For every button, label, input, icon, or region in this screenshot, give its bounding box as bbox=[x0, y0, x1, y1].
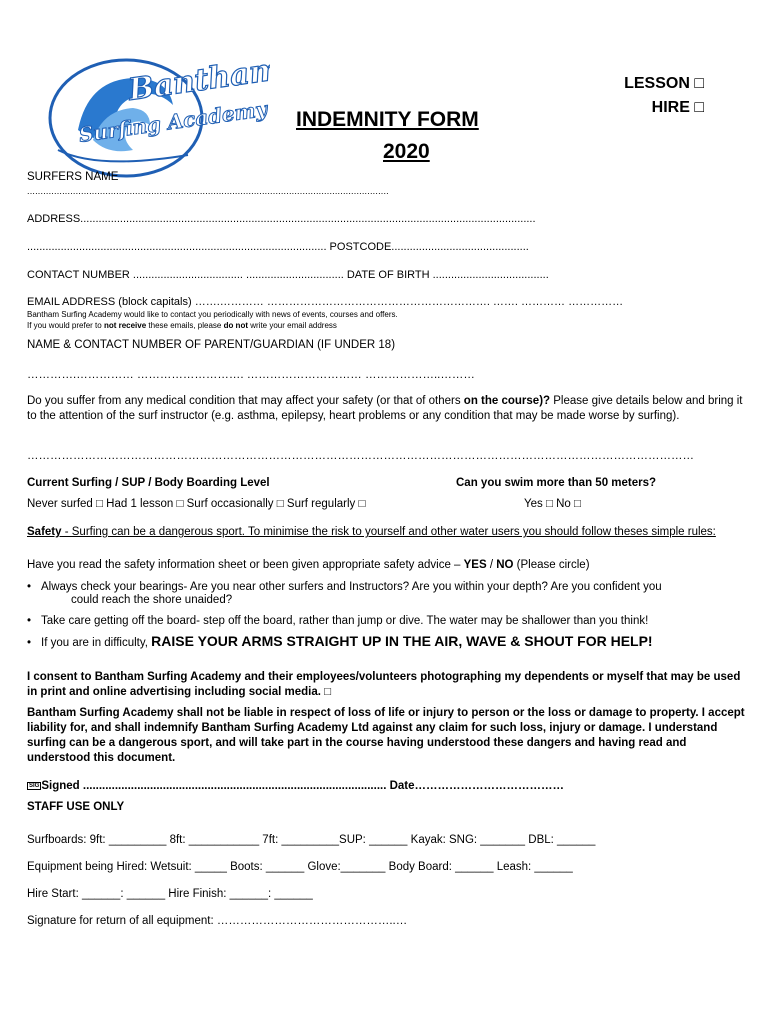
parent-guardian-field[interactable]: ………….…………… ………………………. ………………………… ………………..……… bbox=[27, 369, 475, 381]
equipment-hired-field[interactable]: Equipment being Hired: Wetsuit: _____ Boots: ______ Glove:_______ Body Board: ______ Leash: ______ bbox=[27, 861, 573, 873]
safety-bullet-board: • Take care getting off the board- step off the board, rather than jump or dive. The water may be shallower than you think! bbox=[27, 615, 649, 627]
surfers-name-label: SURFERS NAME bbox=[27, 171, 119, 183]
safety-bullet-bearings-cont: could reach the shore unaided? bbox=[71, 594, 233, 606]
logo-text-bantham: Bantham bbox=[126, 51, 270, 108]
surfboards-field[interactable]: Surfboards: 9ft: _________ 8ft: ___________ 7ft: _________SUP: ______ Kayak: SNG: _______ DBL: ______ bbox=[27, 834, 596, 846]
email-note: Bantham Surfing Academy would like to contact you periodically with news of events, courses and offers. bbox=[27, 310, 398, 319]
lesson-hire-options bbox=[624, 72, 704, 120]
medical-question: Do you suffer from any medical condition that may affect your safety (or that of others on the course)? Please give details below and bring it to the attention of the surf instructor (e.g. asthma, epilepsy, heart problems or any condition that may be made worse by surfing). bbox=[27, 395, 743, 422]
lesson-checkbox-label[interactable]: LESSON □ bbox=[624, 75, 704, 92]
email-field[interactable]: EMAIL ADDRESS (block capitals) …….………… ……………………………………………………. ……. ………… …………… bbox=[27, 296, 624, 308]
surfing-level-options[interactable]: Never surfed □ Had 1 lesson □ Surf occasionally □ Surf regularly □ bbox=[27, 498, 366, 510]
swim-question: Can you swim more than 50 meters? bbox=[456, 477, 657, 489]
hire-times-field[interactable]: Hire Start: ______: ______ Hire Finish: ______: ______ bbox=[27, 888, 313, 900]
address-field[interactable]: ADDRESS..................................................................................................................................................... bbox=[27, 213, 536, 225]
bantham-logo bbox=[38, 50, 270, 180]
liability-statement: Bantham Surfing Academy shall not be liable in respect of loss of life or injury to person or the loss or damage to property. I accept liability for, and shall indemnify Bantham Surfing Academy Ltd against any claim for such loss, injury or damage. I understand surfing can be a dangerous sport, and will take part in the course having understood these dangers and having read and understood this document. bbox=[27, 707, 745, 764]
equipment-return-signature[interactable]: Signature for return of all equipment: ………………………………………..… bbox=[27, 915, 408, 927]
form-title: INDEMNITY FORM bbox=[296, 108, 479, 131]
email-optout-note: If you would prefer to not receive these emails, please do not write your email address bbox=[27, 321, 337, 330]
safety-bullet-bearings: • Always check your bearings- Are you near other surfers and Instructors? Are you within your depth? Are you confident you bbox=[27, 581, 662, 593]
surfing-level-label: Current Surfing / SUP / Body Boarding Level bbox=[27, 477, 270, 489]
staff-use-heading: STAFF USE ONLY bbox=[27, 801, 125, 813]
form-year: 2020 bbox=[383, 140, 430, 163]
contact-dob-field[interactable]: CONTACT NUMBER .................................... ................................ DATE OF BIRTH ...................................... bbox=[27, 269, 549, 281]
medical-details-field[interactable]: ………………………………………………………………………………………………………………………………………………………… bbox=[27, 450, 694, 462]
logo-text-academy: Surfing Academy bbox=[77, 96, 269, 147]
bullet-mark: • bbox=[27, 615, 32, 627]
bullet-mark: • bbox=[27, 637, 32, 649]
hire-checkbox-label[interactable]: HIRE □ bbox=[651, 99, 704, 116]
safety-bullet-difficulty: • If you are in difficulty, RAISE YOUR ARMS STRAIGHT UP IN THE AIR, WAVE & SHOUT FOR HELP! bbox=[27, 633, 653, 649]
signature-icon: SIG bbox=[29, 782, 40, 789]
safety-intro: Safety - Surfing can be a dangerous sport. To minimise the risk to yourself and other water users you should follow theses simple rules: bbox=[27, 526, 716, 538]
parent-guardian-label: NAME & CONTACT NUMBER OF PARENT/GUARDIAN (IF UNDER 18) bbox=[27, 339, 396, 351]
address-postcode-field[interactable]: .................................................................................................. POSTCODE............................................. bbox=[27, 241, 529, 253]
safety-read-question: Have you read the safety information sheet or been given appropriate safety advice – YES / NO (Please circle) bbox=[27, 559, 590, 571]
signature-line[interactable]: SIG Signed ............................................................................................... Date………………………………… bbox=[29, 780, 565, 792]
photo-consent: I consent to Bantham Surfing Academy and their employees/volunteers photographing my dependents or myself that may be used in print and online advertising including social media. □ bbox=[27, 671, 741, 698]
surfers-name-field[interactable]: ...................................................................................................................................... bbox=[27, 186, 389, 196]
swim-options[interactable]: Yes □ No □ bbox=[524, 498, 581, 510]
bullet-mark: • bbox=[27, 581, 32, 593]
